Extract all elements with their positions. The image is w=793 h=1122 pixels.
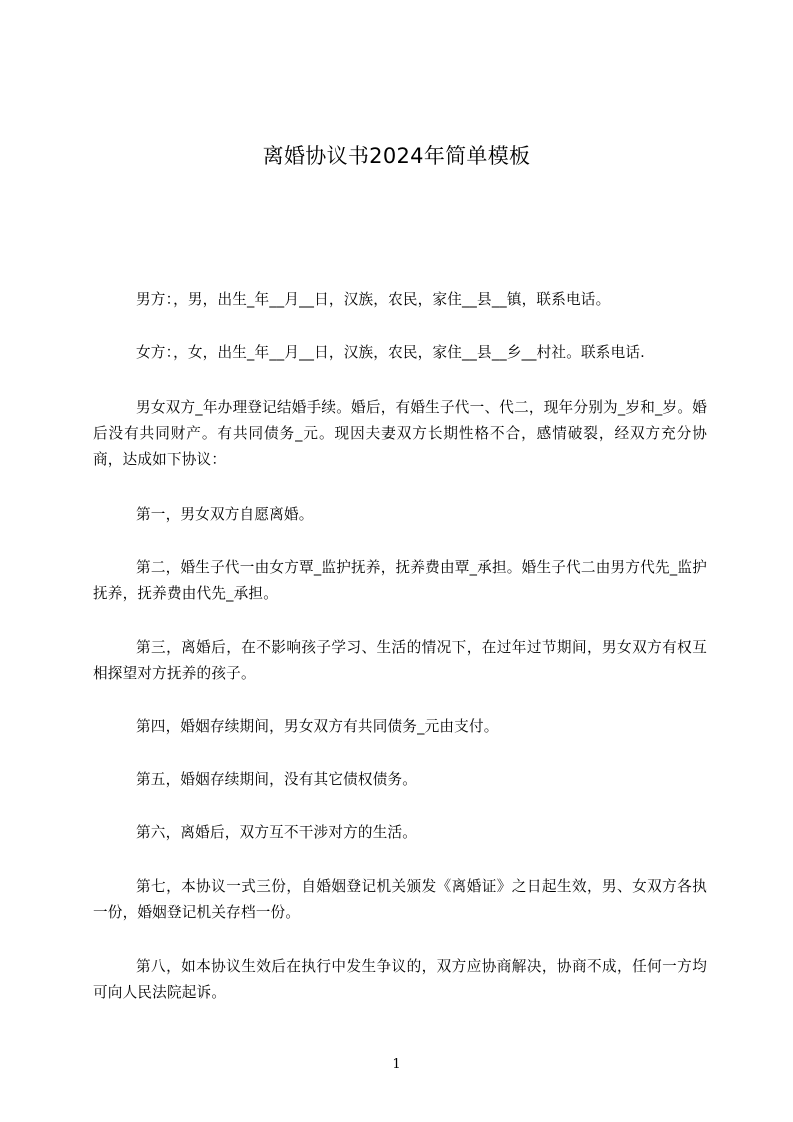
paragraph-husband-info: 男方：，男，出生_年__月__日，汉族，农民，家住__县__镇，联系电话。 xyxy=(136,291,611,308)
paragraph-clause-5: 第五，婚姻存续期间，没有其它债权债务。 xyxy=(136,771,418,788)
page-number: 1 xyxy=(392,1057,401,1072)
document-title: 离婚协议书2024年简单模板 xyxy=(262,144,531,168)
paragraph-clause-2: 第二，婚生子代一由女方覃_监护抚养，抚养费由覃_承担。婚生子代二由男方代先_监护抚养，抚养费由代先_承担。 xyxy=(93,559,707,602)
paragraph-clause-7: 第七，本协议一式三份，自婚姻登记机关颁发《离婚证》之日起生效，男、女双方各执一份，婚姻登记机关存档一份。 xyxy=(93,878,707,921)
paragraph-clause-6: 第六，离婚后，双方互不干涉对方的生活。 xyxy=(136,824,418,841)
paragraph-clause-3: 第三，离婚后，在不影响孩子学习、生活的情况下，在过年过节期间，男女双方有权互相探望对方抚养的孩子。 xyxy=(93,639,707,682)
paragraph-clause-8: 第八，如本协议生效后在执行中发生争议的，双方应协商解决，协商不成，任何一方均可向人民法院起诉。 xyxy=(93,958,707,1001)
paragraph-clause-1: 第一，男女双方自愿离婚。 xyxy=(136,506,314,523)
paragraph-clause-4: 第四，婚姻存续期间，男女双方有共同债务_元由支付。 xyxy=(136,718,499,735)
paragraph-wife-info: 女方：，女，出生_年__月__日，汉族，农民，家住__县__乡__村社。联系电话. xyxy=(136,344,646,361)
paragraph-marriage-background: 男女双方_年办理登记结婚手续。婚后，有婚生子代一、代二，现年分别为_岁和_岁。婚后没有共同财产。有共同债务_元。现因夫妻双方长期性格不合，感情破裂，经双方充分协商，达成如下协议： xyxy=(93,399,707,468)
